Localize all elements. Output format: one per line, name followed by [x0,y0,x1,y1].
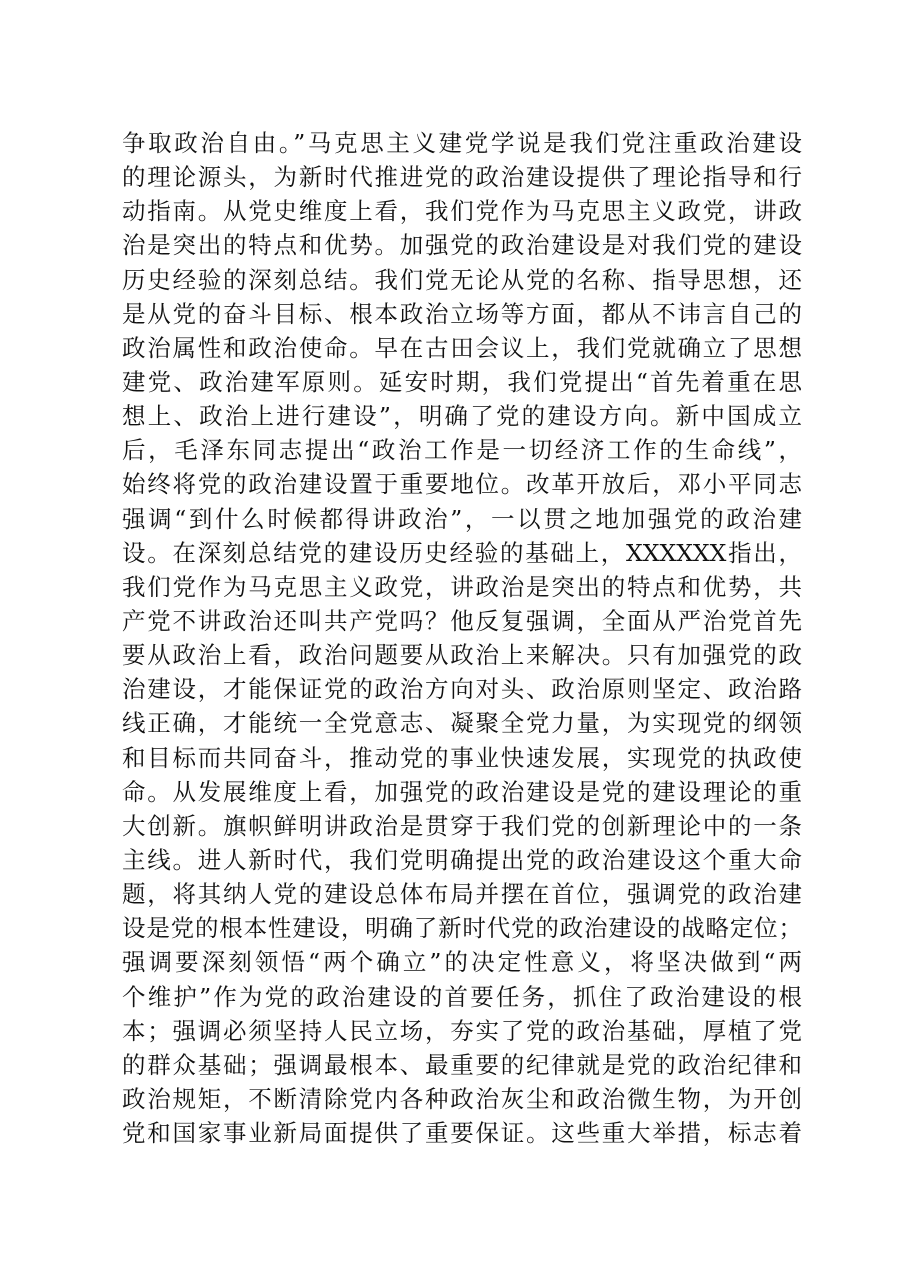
text-line: 线正确，才能统一全党意志、凝聚全党力量，为实现党的纲领 [122,709,802,738]
text-line: 建党、政治建军原则。延安时期，我们党提出“首先着重在思 [122,367,802,396]
text-line: 命。从发展维度上看，加强党的政治建设是党的建设理论的重 [122,777,802,806]
text-line: 治建设，才能保证党的政治方向对头、政治原则坚定、政治路 [122,675,802,704]
text-line: 设。在深刻总结党的建设历史经验的基础上，XXXXXX指出， [122,538,802,567]
text-line: 产党不讲政治还叫共产党吗？他反复强调，全面从严治党首先 [122,606,802,635]
text-line: 后，毛泽东同志提出“政治工作是一切经济工作的生命线”， [122,436,802,465]
text-line: 的群众基础；强调最根本、最重要的纪律就是党的政治纪律和 [122,1050,802,1079]
text-line: 我们党作为马克思主义政党，讲政治是突出的特点和优势，共 [122,572,802,601]
text-line: 是从党的奋斗目标、根本政治立场等方面，都从不讳言自己的 [122,299,802,328]
text-line: 题，将其纳人党的建设总体布局并摆在首位，强调党的政治建 [122,880,802,909]
text-line: 党和国家事业新局面提供了重要保证。这些重大举措，标志着 [122,1119,802,1148]
text-line: 政治规矩，不断清除党内各种政治灰尘和政治微生物，为开创 [122,1084,802,1113]
text-line: 主线。进人新时代，我们党明确提出党的政治建设这个重大命 [122,845,802,874]
text-line: 争取政治自由。”马克思主义建党学说是我们党注重政治建设 [122,129,802,157]
text-line: 个维护”作为党的政治建设的首要任务，抓住了政治建设的根 [122,982,802,1011]
text-line: 强调“到什么时候都得讲政治”，一以贯之地加强党的政治建 [122,504,802,533]
body-paragraph [122,126,802,1150]
text-line: 想上、政治上进行建设”，明确了党的建设方向。新中国成立 [122,402,802,431]
text-line: 历史经验的深刻总结。我们党无论从党的名称、指导思想，还 [122,265,802,294]
text-line: 本；强调必须坚持人民立场，夯实了党的政治基础，厚植了党 [122,1016,802,1045]
text-line: 动指南。从党史维度上看，我们党作为马克思主义政党，讲政 [122,197,802,226]
text-line: 强调要深刻领悟“两个确立”的决定性意义，将坚决做到“两 [122,948,802,977]
text-line: 的理论源头，为新时代推进党的政治建设提供了理论指导和行 [122,163,802,192]
text-line: 治是突出的特点和优势。加强党的政治建设是对我们党的建设 [122,231,802,260]
text-line: 大创新。旗帜鲜明讲政治是贯穿于我们党的创新理论中的一条 [122,811,802,840]
text-line: 和目标而共同奋斗，推动党的事业快速发展，实现党的执政使 [122,743,802,772]
text-line: 设是党的根本性建设，明确了新时代党的政治建设的战略定位； [122,914,802,943]
text-line: 始终将党的政治建设置于重要地位。改革开放后，邓小平同志 [122,470,802,499]
text-line: 政治属性和政治使命。早在古田会议上，我们党就确立了思想 [122,333,802,362]
text-line: 要从政治上看，政治问题要从政治上来解决。只有加强党的政 [122,641,802,670]
